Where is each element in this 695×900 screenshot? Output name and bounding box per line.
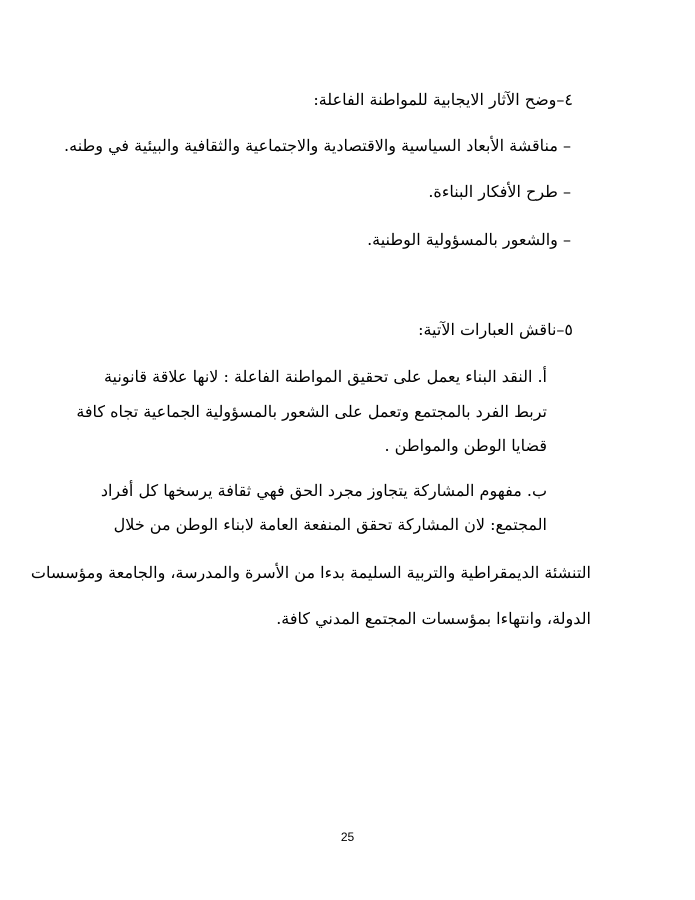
- q5-b-line-3: التنشئة الديمقراطية والتربية السليمة بدءا من الأسرة والمدرسة، والجامعة ومؤسسات: [30, 563, 591, 582]
- q5-b-line-4: الدولة، وانتهاءا بمؤسسات المجتمع المدني كافة.: [276, 609, 591, 628]
- q4-heading: ٤–وضح الآثار الايجابية للمواطنة الفاعلة:: [313, 90, 573, 109]
- q5-b-line-2: المجتمع: لان المشاركة تحقق المنفعة العامة لابناء الوطن من خلال: [113, 515, 547, 534]
- q5-heading: ٥–ناقش العبارات الآتية:: [418, 320, 573, 339]
- q5-a-line-3: قضايا الوطن والمواطن .: [384, 436, 547, 455]
- q5-a-line-2: تربط الفرد بالمجتمع وتعمل على الشعور بالمسؤولية الجماعية تجاه كافة: [76, 402, 547, 421]
- q4-item-2: – طرح الأفكار البناءة.: [428, 182, 571, 201]
- q4-item-1: – مناقشة الأبعاد السياسية والاقتصادية والاجتماعية والثقافية والبيئية في وطنه.: [64, 136, 571, 155]
- page-number: 25: [340, 830, 355, 844]
- q5-a-line-1: أ. النقد البناء يعمل على تحقيق المواطنة الفاعلة : لانها علاقة قانونية: [103, 367, 547, 386]
- q5-b-line-1: ب. مفهوم المشاركة يتجاوز مجرد الحق فهي ثقافة يرسخها كل أفراد: [100, 481, 547, 500]
- q4-item-3: – والشعور بالمسؤولية الوطنية.: [367, 230, 571, 249]
